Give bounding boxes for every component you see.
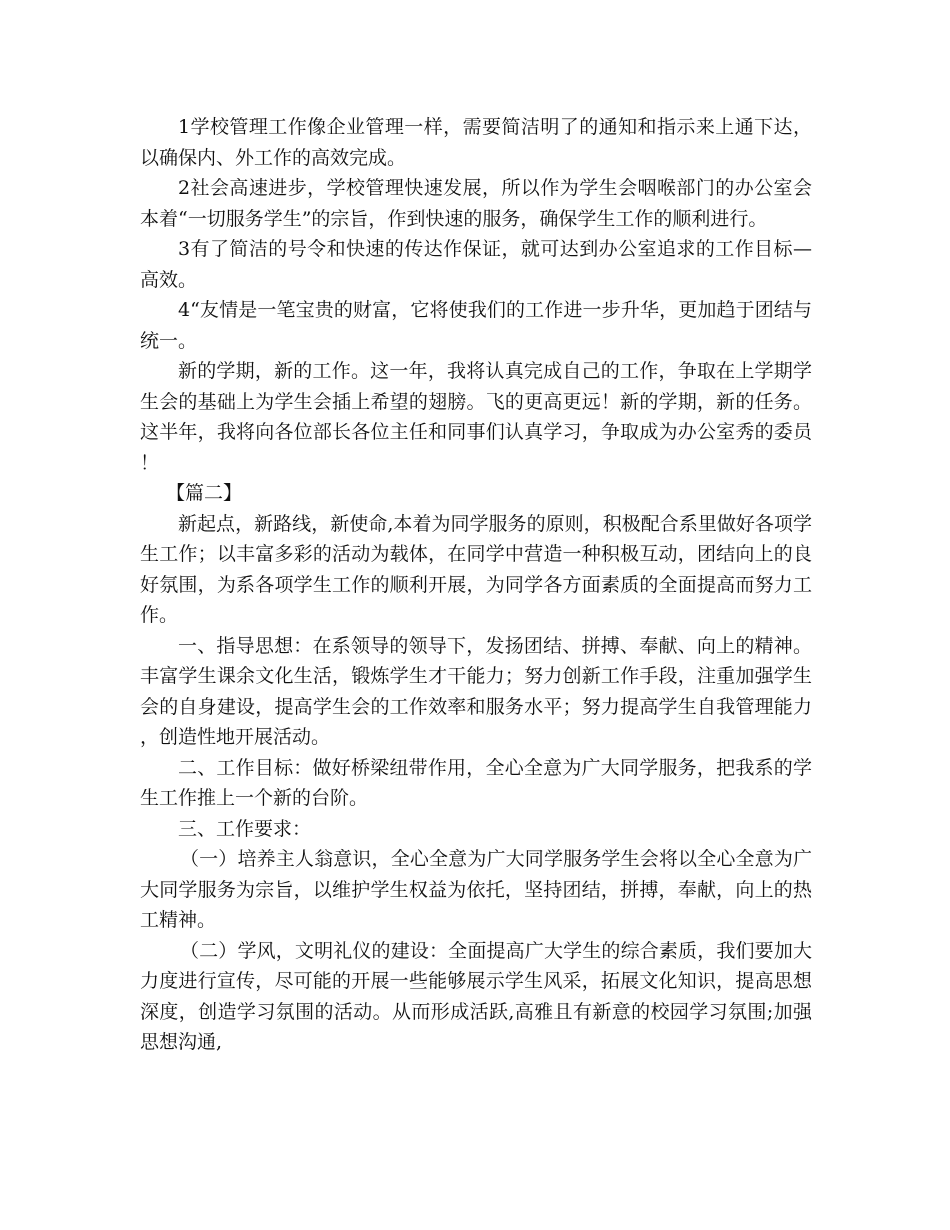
paragraph-guiding-idea: 一、指导思想：在系领导的领导下，发扬团结、拼搏、奉献、向上的精神。丰富学生课余文化生活，锻炼学生才干能力；努力创新工作手段，注重加强学生会的自身建设，提高学生会的工作效率和服务水平；努力提高学生自我管理能力，创造性地开展活动。 bbox=[140, 634, 812, 748]
document-body bbox=[140, 112, 812, 1058]
paragraph-requirement-2: （二）学风，文明礼仪的建设：全面提高广大学生的综合素质，我们要加大力度进行宣传，尽可能的开展一些能够展示学生风采，拓展文化知识，提高思想深度，创造学习氛围的活动。从而形成活跃,高雅且有新意的校园学习氛围;加强思想沟通, bbox=[140, 939, 812, 1053]
paragraph-item-4: 4“友情是一笔宝贵的财富，它将使我们的工作进一步升华，更加趋于团结与统一。 bbox=[140, 299, 812, 352]
paragraph-item-3: 3有了简洁的号令和快速的传达作保证，就可达到办公室追求的工作目标—高效。 bbox=[140, 238, 812, 291]
paragraph-new-semester: 新的学期，新的工作。这一年，我将认真完成自己的工作，争取在上学期学生会的基础上为学生会插上希望的翅膀。飞的更高更远！新的学期，新的任务。这半年，我将向各位部长各位主任和同事们认真学习，争取成为办公室秀的委员！ bbox=[140, 360, 812, 474]
section-heading-part-two: 【篇二】 bbox=[166, 482, 243, 504]
paragraph-work-goal: 二、工作目标：做好桥梁纽带作用，全心全意为广大同学服务，把我系的学生工作推上一个新的台阶。 bbox=[140, 756, 812, 809]
paragraph-new-start: 新起点，新路线，新使命,本着为同学服务的原则，积极配合系里做好各项学生工作；以丰富多彩的活动为载体，在同学中营造一种积极互动，团结向上的良好氛围，为系各项学生工作的顺利开展，为同学各方面素质的全面提高而努力工作。 bbox=[140, 512, 812, 626]
paragraph-item-1: 1学校管理工作像企业管理一样，需要简洁明了的通知和指示来上通下达，以确保内、外工作的高效完成。 bbox=[140, 116, 812, 169]
paragraph-work-requirements: 三、工作要求： bbox=[178, 817, 312, 840]
paragraph-requirement-1: （一）培养主人翁意识，全心全意为广大同学服务学生会将以全心全意为广大同学服务为宗旨，以维护学生权益为依托，坚持团结，拼搏，奉献，向上的热工精神。 bbox=[140, 848, 812, 931]
paragraph-item-2: 2社会高速进步，学校管理快速发展，所以作为学生会咽喉部门的办公室会本着“一切服务学生”的宗旨，作到快速的服务，确保学生工作的顺利进行。 bbox=[140, 177, 812, 230]
